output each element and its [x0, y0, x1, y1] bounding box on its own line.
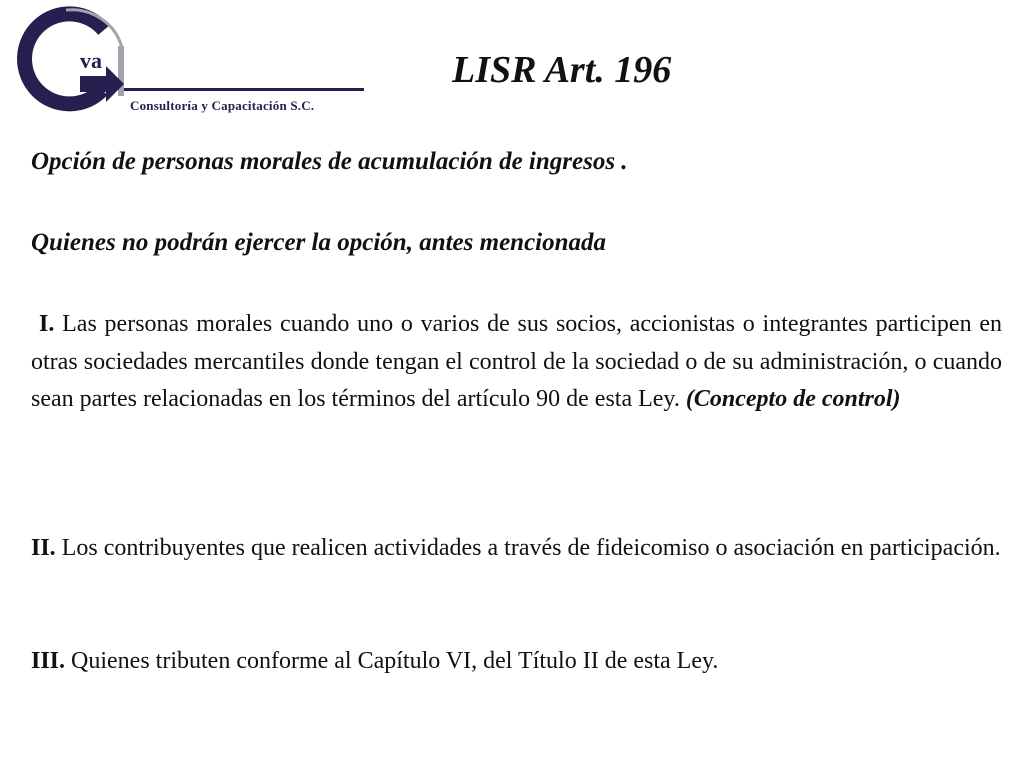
- slide-title: LISR Art. 196: [452, 49, 672, 91]
- option-heading: Opción de personas morales de acumulación de ingresos .: [31, 148, 628, 175]
- logo-caption: Consultoría y Capacitación S.C.: [130, 98, 315, 113]
- logo-initials: va: [80, 48, 102, 73]
- item-1-text: Las personas morales cuando uno o varios de sus socios, accionistas o integrantes participen en otras sociedades mercantiles donde tengan el control de la sociedad o de su administración, o cuando sean partes relacionadas en los términos del artículo 90 de esta Ley.: [31, 311, 1002, 412]
- company-logo: [6, 2, 376, 120]
- item-3: [31, 643, 1002, 681]
- item-2-text: Los contribuyentes que realicen actividades a través de fideicomiso o asociación en participación.: [61, 535, 1001, 561]
- item-3-text: Quienes tributen conforme al Capítulo VI, del Título II de esta Ley.: [71, 648, 719, 674]
- item-1-note: (Concepto de control): [685, 386, 901, 412]
- item-3-number: III.: [31, 648, 66, 674]
- excluded-heading: Quienes no podrán ejercer la opción, antes mencionada: [31, 229, 607, 256]
- item-1-number: I.: [39, 311, 55, 337]
- item-2: [31, 530, 1002, 568]
- item-2-number: II.: [31, 535, 56, 561]
- item-1: [31, 306, 1002, 419]
- logo-underline: [124, 88, 364, 91]
